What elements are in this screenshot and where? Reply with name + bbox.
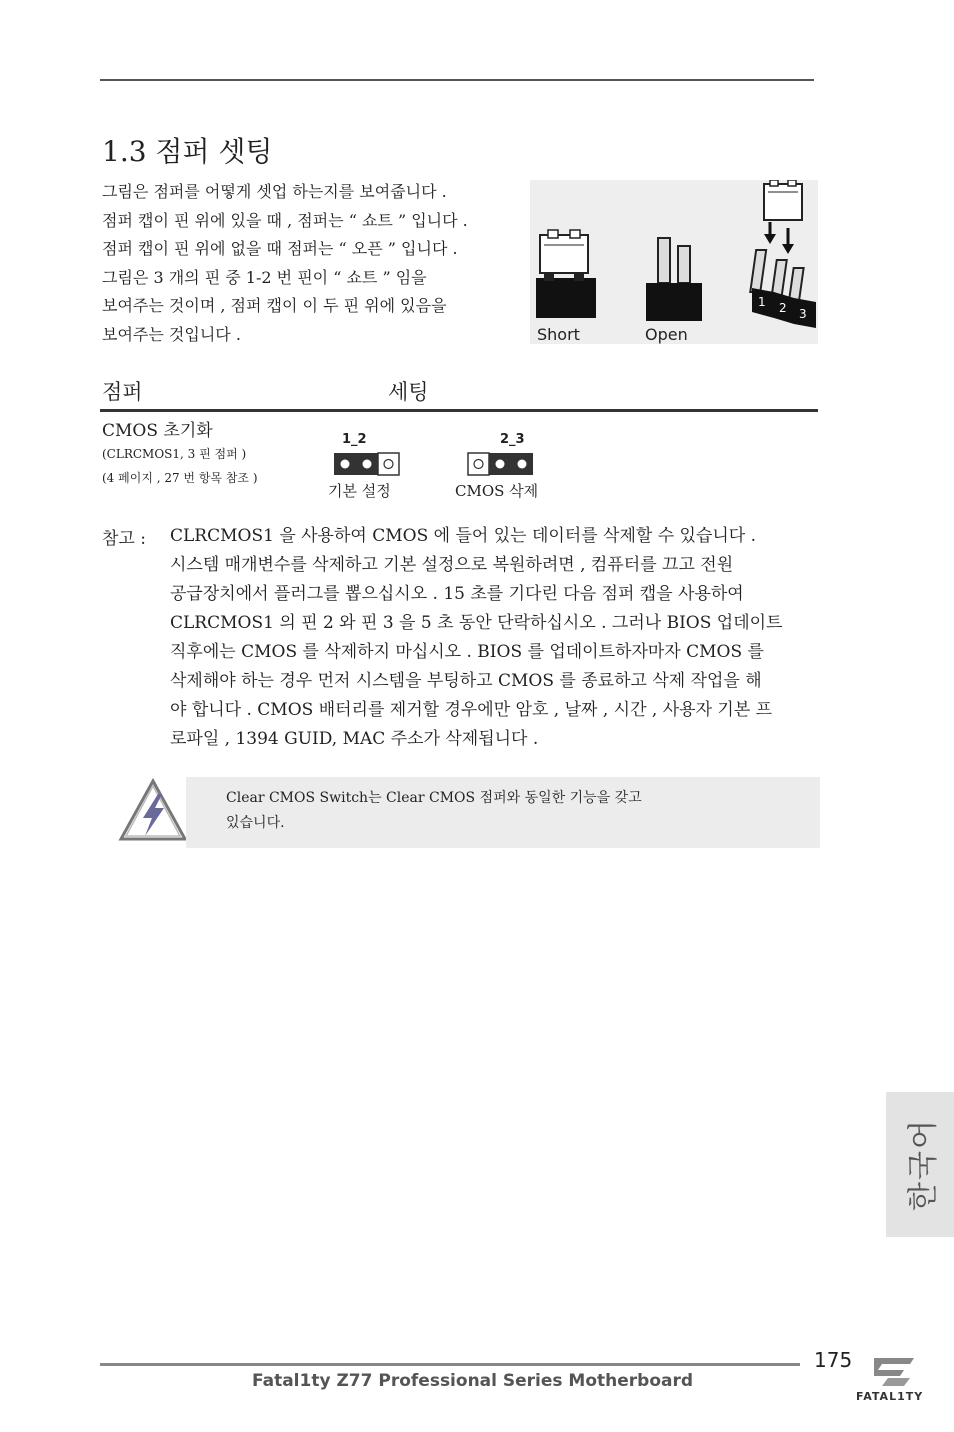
short-label: Short bbox=[537, 325, 580, 344]
open-label: Open bbox=[645, 325, 688, 344]
pin-number-1: 1 bbox=[758, 295, 766, 309]
fatal1ty-logo bbox=[852, 1350, 932, 1410]
intro-line: 그림은 3 개의 핀 중 1-2 번 핀이 “ 쇼트 ” 임을 bbox=[102, 267, 427, 287]
section-title: 1.3 점퍼 셋팅 bbox=[102, 135, 273, 168]
default-setting-caption: 기본 설정 bbox=[328, 482, 391, 500]
cmos-clear-title: CMOS 초기화 bbox=[102, 421, 213, 441]
pin-number-2: 2 bbox=[779, 301, 787, 315]
clear-pins-label: 2_3 bbox=[500, 432, 525, 447]
note-line: 야 합니다 . CMOS 배터리를 제거할 경우에만 암호 , 날짜 , 시간 , 사용자 기본 프 bbox=[170, 700, 773, 720]
note-line: CLRCMOS1 의 핀 2 와 핀 3 을 5 초 동안 단락하십시오 . 그러나 BIOS 업데이트 bbox=[170, 613, 783, 633]
top-rule bbox=[100, 79, 814, 81]
intro-line: 보여주는 것입니다 . bbox=[102, 324, 241, 344]
note-line: 삭제해야 하는 경우 먼저 시스템을 부팅하고 CMOS 를 종료하고 삭제 작업을 해 bbox=[170, 671, 762, 691]
note-line: 직후에는 CMOS 를 삭제하지 마십시오 . BIOS 를 업데이트하자마자 CMOS 를 bbox=[170, 642, 764, 662]
intro-line: 보여주는 것이며 , 점퍼 캡이 이 두 핀 위에 있음을 bbox=[102, 296, 447, 315]
table-header-jumper: 점퍼 bbox=[102, 380, 143, 404]
open-jumper-graphic bbox=[646, 238, 702, 321]
pin-number-3: 3 bbox=[799, 307, 807, 321]
jumper-illustration-graphic bbox=[530, 180, 818, 344]
footer-rule bbox=[100, 1363, 800, 1366]
intro-line: 점퍼 캡이 핀 위에 있을 때 , 점퍼는 “ 쇼트 ” 입니다 . bbox=[102, 210, 468, 230]
note-body bbox=[170, 522, 818, 754]
note-label: 참고 : bbox=[102, 529, 146, 549]
intro-line: 그림은 점퍼를 어떻게 셋업 하는지를 보여줍니다 . bbox=[102, 182, 447, 201]
three-pin-jumper-graphic bbox=[750, 180, 816, 328]
cmos-clear-reference: (4 페이지 , 27 번 항목 참조 ) bbox=[102, 471, 258, 485]
warning-line: 있습니다. bbox=[226, 815, 285, 831]
table-header-setting: 세팅 bbox=[388, 380, 429, 404]
short-jumper-graphic bbox=[536, 230, 596, 318]
clear-jumper-diagram bbox=[467, 452, 535, 476]
cmos-clear-subtitle: (CLRCMOS1, 3 핀 점퍼 ) bbox=[102, 447, 247, 461]
table-header-rule bbox=[100, 409, 818, 412]
warning-text bbox=[226, 786, 642, 836]
note-line: 시스템 매개변수를 삭제하고 기본 설정으로 복원하려면 , 컴퓨터를 끄고 전원 bbox=[170, 555, 734, 575]
intro-line: 점퍼 캡이 핀 위에 없을 때 점퍼는 “ 오픈 ” 입니다 . bbox=[102, 239, 458, 258]
jumper-illustration bbox=[530, 180, 818, 344]
note-line: 공급장치에서 플러그를 뽑으십시오 . 15 초를 기다린 다음 점퍼 캡을 사용하여 bbox=[170, 584, 744, 604]
language-side-tab-label: 한국어 bbox=[906, 1118, 941, 1211]
fatal1ty-logo-text: FATAL1TY bbox=[856, 1390, 924, 1403]
note-line: 로파일 , 1394 GUID, MAC 주소가 삭제됩니다 . bbox=[170, 729, 539, 749]
clear-setting-caption: CMOS 삭제 bbox=[455, 482, 539, 500]
language-side-tab bbox=[886, 1092, 954, 1237]
intro-paragraph bbox=[102, 178, 542, 349]
note-line: CLRCMOS1 을 사용하여 CMOS 에 들어 있는 데이터를 삭제할 수 있습니다 . bbox=[170, 526, 757, 546]
warning-icon bbox=[118, 778, 188, 842]
footer-title: Fatal1ty Z77 Professional Series Motherboard bbox=[252, 1371, 694, 1391]
default-jumper-diagram bbox=[333, 452, 401, 476]
warning-line: Clear CMOS Switch는 Clear CMOS 점퍼와 동일한 기능을 갖고 bbox=[226, 790, 642, 806]
default-pins-label: 1_2 bbox=[342, 432, 367, 447]
page-number: 175 bbox=[814, 1348, 853, 1372]
